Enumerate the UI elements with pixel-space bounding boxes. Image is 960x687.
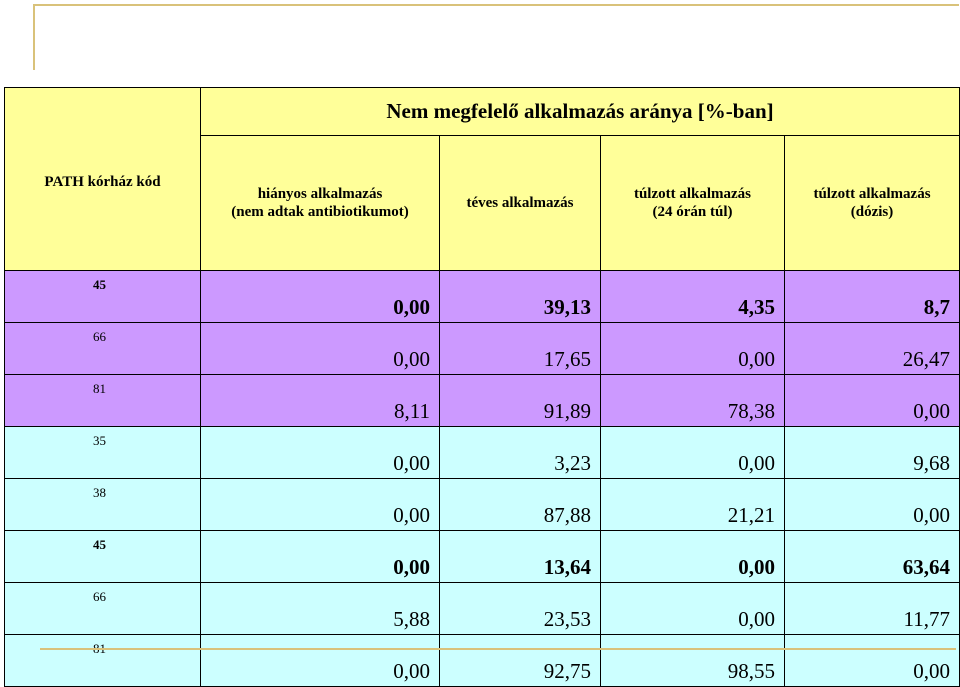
table-row	[5, 531, 960, 583]
value-cell: 0,00	[201, 323, 440, 375]
value-cell: 87,88	[440, 479, 601, 531]
table-row	[5, 479, 960, 531]
column-header-wrong: téves alkalmazás	[440, 136, 601, 271]
hospital-code-cell: 38	[5, 479, 201, 531]
code-header: PATH kórház kód	[5, 88, 201, 271]
table-row	[5, 375, 960, 427]
column-header-missing: hiányos alkalmazás (nem adtak antibiotikumot)	[201, 136, 440, 271]
data-table	[4, 87, 960, 687]
value-cell: 0,00	[785, 375, 960, 427]
value-cell: 0,00	[201, 271, 440, 323]
value-cell: 13,64	[440, 531, 601, 583]
value-cell: 0,00	[201, 531, 440, 583]
value-cell: 9,68	[785, 427, 960, 479]
value-cell: 78,38	[601, 375, 785, 427]
value-cell: 0,00	[785, 635, 960, 687]
value-cell: 3,23	[440, 427, 601, 479]
value-cell: 91,89	[440, 375, 601, 427]
column-header-excess-dose: túlzott alkalmazás (dózis)	[785, 136, 960, 271]
table-row	[5, 583, 960, 635]
value-cell: 92,75	[440, 635, 601, 687]
value-cell: 0,00	[601, 427, 785, 479]
value-cell: 23,53	[440, 583, 601, 635]
value-cell: 0,00	[601, 583, 785, 635]
table-row	[5, 427, 960, 479]
value-cell: 26,47	[785, 323, 960, 375]
hospital-code-cell: 81	[5, 635, 201, 687]
value-cell: 0,00	[201, 635, 440, 687]
value-cell: 39,13	[440, 271, 601, 323]
value-cell: 8,7	[785, 271, 960, 323]
hospital-code-cell: 45	[5, 531, 201, 583]
value-cell: 63,64	[785, 531, 960, 583]
value-cell: 21,21	[601, 479, 785, 531]
value-cell: 11,77	[785, 583, 960, 635]
value-cell: 0,00	[601, 323, 785, 375]
decorative-frame-top	[33, 4, 959, 70]
value-cell: 0,00	[785, 479, 960, 531]
table-row	[5, 323, 960, 375]
hospital-code-cell: 81	[5, 375, 201, 427]
value-cell: 98,55	[601, 635, 785, 687]
value-cell: 0,00	[201, 479, 440, 531]
table-row	[5, 635, 960, 687]
decorative-line-bottom	[40, 648, 956, 650]
hospital-code-cell: 35	[5, 427, 201, 479]
title-row	[5, 88, 960, 136]
value-cell: 5,88	[201, 583, 440, 635]
hospital-code-cell: 66	[5, 323, 201, 375]
value-cell: 0,00	[601, 531, 785, 583]
value-cell: 17,65	[440, 323, 601, 375]
value-cell: 4,35	[601, 271, 785, 323]
table-row	[5, 271, 960, 323]
column-header-excess-duration: túlzott alkalmazás (24 órán túl)	[601, 136, 785, 271]
hospital-code-cell: 66	[5, 583, 201, 635]
value-cell: 8,11	[201, 375, 440, 427]
hospital-code-cell: 45	[5, 271, 201, 323]
value-cell: 0,00	[201, 427, 440, 479]
table-title: Nem megfelelő alkalmazás aránya [%-ban]	[201, 88, 960, 136]
